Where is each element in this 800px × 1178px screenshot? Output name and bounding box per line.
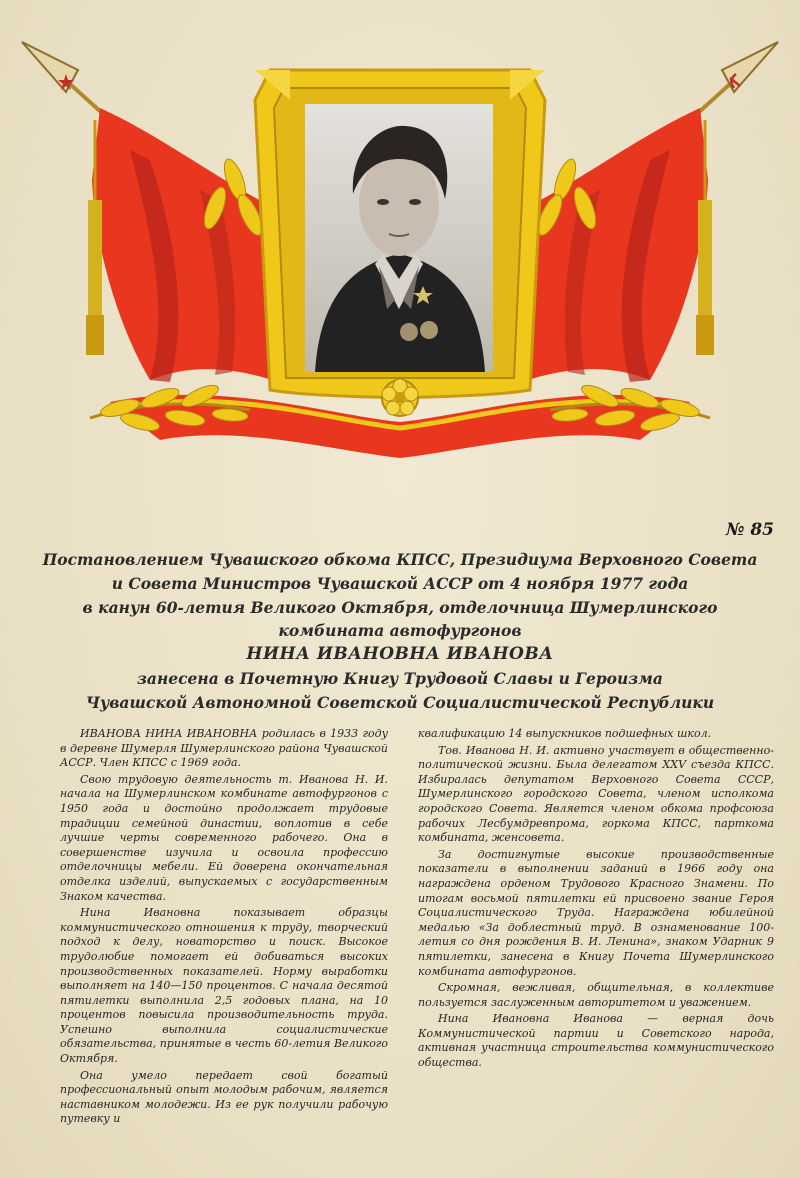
right-tassel — [698, 200, 712, 320]
paragraph: ИВАНОВА НИНА ИВАНОВНА родилась в 1933 году в деревне Шумерля Шумерлинского района Чувашской АССР. Член КПСС с 1969 года. — [60, 727, 388, 770]
paragraph: Нина Ивановна Иванова — верная дочь Коммунистической партии и Советского народа, активная участница строительства коммунистического общества. — [418, 1012, 774, 1070]
honoree-name: НИНА ИВАНОВНА ИВАНОВА — [246, 644, 554, 665]
heading-line: в канун 60-летия Великого Октября, отделочница Шумерлинского — [82, 597, 718, 617]
biography-right-column — [418, 727, 774, 1073]
paragraph: Скромная, вежливая, общительная, в коллективе пользуется заслуженным авторитетом и уважением. — [418, 981, 774, 1009]
paragraph: Она умело передает свой богатый профессиональный опыт молодым рабочим, является наставником молодежи. Из ее рук получили рабочую путевку и — [60, 1068, 388, 1126]
heading-line: комбината автофургонов — [278, 621, 522, 641]
flower-ornament-icon — [382, 379, 418, 416]
star-icon — [22, 42, 78, 92]
left-tassel — [88, 200, 102, 320]
paragraph: За достигнутые высокие производственные показатели в выполнении заданий в 1966 году она награждена орденом Трудового Красного Знамени. По итогам восьмой пятилетки ей присвоено звание Героя Социалистического Труда. Награждена юбилейной медалью «За доблестный труд. В ознаменование 100-летия со дня рождения В. И. Ленина», знаком Ударник 9 пятилетки, занесена в Книгу Почета Шумерлинского комбината автофургонов. — [418, 847, 774, 978]
heading-line: Чувашской Автономной Советской Социалистической Республики — [85, 692, 715, 712]
portrait-photo — [305, 104, 493, 372]
paragraph: Нина Ивановна показывает образцы коммунистического отношения к труду, творческий подход к делу, новаторство и поиск. Высокое трудолюбие помогает ей добиваться высоких производственных показателей. Норму выработки выполняет на 140—150 процентов. С начала десятой пятилетки выполнила 2,5 годовых плана, на 10 процентов повысила производительность труда. Успешно выполнила социалистические обязательства, принятые в честь 60-летия Великого Октября. — [60, 906, 388, 1066]
paragraph: квалификацию 14 выпускников подшефных школ. — [418, 727, 712, 740]
decree-heading — [40, 548, 760, 715]
record-number: № 85 — [725, 520, 774, 540]
heading-line: Постановлением Чувашского обкома КПСС, Президиума Верховного Совета — [42, 550, 758, 569]
heading-line: занесена в Почетную Книгу Трудовой Славы и Героизма — [137, 668, 663, 688]
paragraph: Тов. Иванова Н. И. активно участвует в общественно-политической жизни. Была делегатом XXV съезда КПСС. Избиралась депутатом Верховного Совета СССР, Шумерлинского городского Совета, членом исполкома городского Совета. Является членом обкома профсоюза рабочих Лесбумдревпрома, горкома КПСС, парткома комбината, женсовета. — [418, 743, 774, 845]
paragraph: Свою трудовую деятельность т. Иванова Н. И. начала на Шумерлинском комбинате автофургонов с 1950 года и достойно продолжает трудовые традиции семейной династии, воплотив в себе лучшие черты современного рабочего. Она в совершенстве изучила и освоила профессию отделочницы мебели. Ей доверена окончательная отделка изделий, выпускаемых с государственным Знаком качества. — [60, 772, 388, 903]
hammer-sickle-icon — [722, 42, 778, 92]
biography-left-column — [60, 727, 388, 1129]
heading-line: и Совета Министров Чувашской АССР от 4 ноября 1977 года — [111, 573, 689, 593]
